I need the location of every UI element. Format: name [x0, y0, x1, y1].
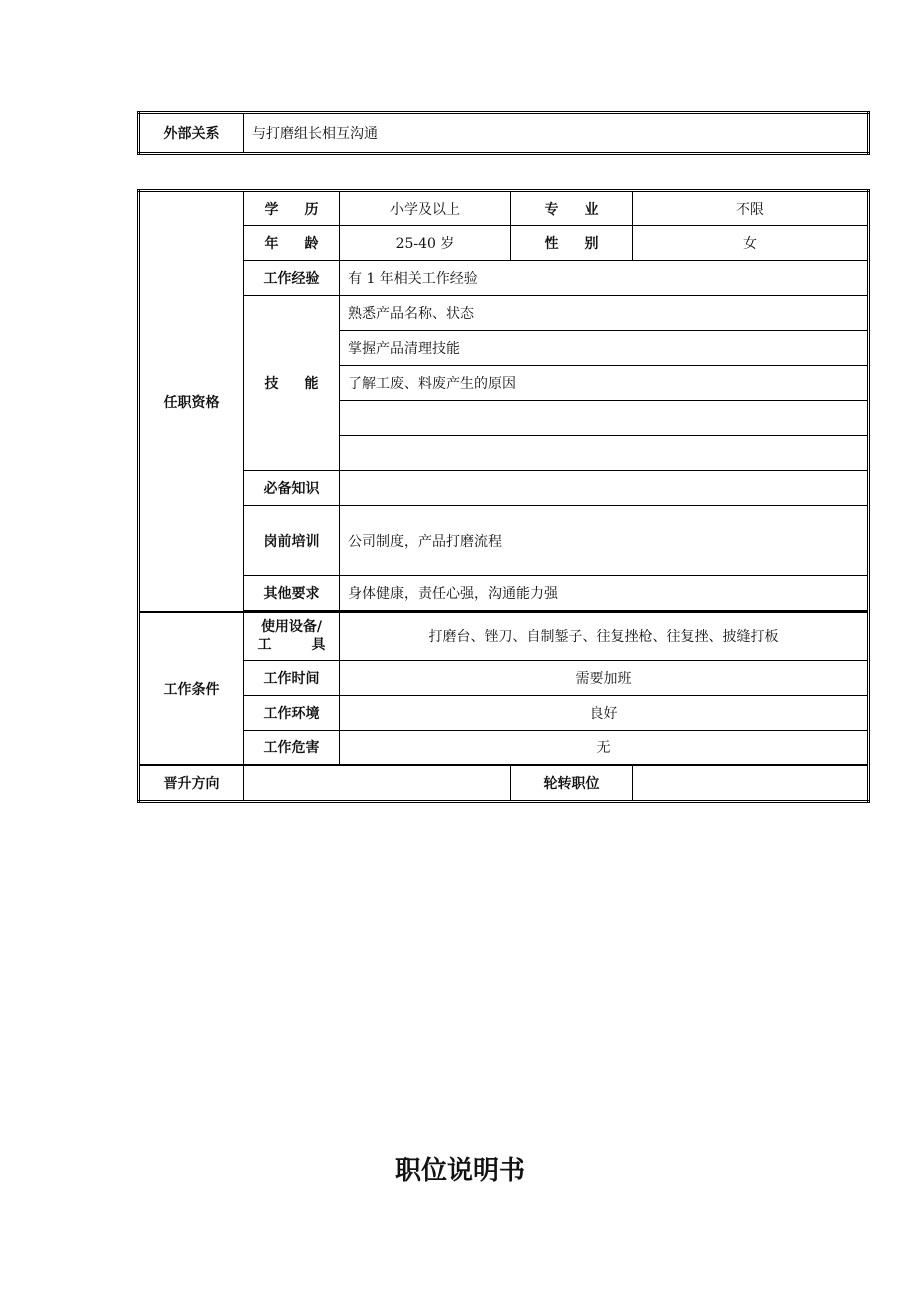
environment-row — [139, 695, 869, 730]
other-label: 其他要求 — [244, 576, 340, 611]
skill-item-2: 掌握产品清理技能 — [340, 331, 869, 366]
gender-label-b: 别 — [584, 236, 599, 252]
experience-label: 工作经验 — [244, 261, 340, 296]
education-label — [244, 191, 340, 226]
knowledge-value — [340, 471, 869, 506]
skills-label-a: 技 — [264, 376, 279, 392]
other-value: 身体健康，责任心强，沟通能力强 — [340, 576, 869, 611]
job-spec-table — [137, 189, 870, 803]
knowledge-label: 必备知识 — [244, 471, 340, 506]
education-value: 小学及以上 — [340, 191, 511, 226]
major-value: 不限 — [633, 191, 869, 226]
age-label-a: 年 — [264, 236, 279, 252]
environment-value: 良好 — [340, 695, 869, 730]
qualifications-label: 任职资格 — [139, 191, 244, 613]
environment-label: 工作环境 — [244, 695, 340, 730]
age-row — [139, 226, 869, 261]
experience-row — [139, 261, 869, 296]
gender-value: 女 — [633, 226, 869, 261]
promotion-label: 晋升方向 — [139, 765, 244, 801]
knowledge-row — [139, 471, 869, 506]
skills-label — [244, 296, 340, 471]
promotion-value — [244, 765, 511, 801]
gender-label — [511, 226, 633, 261]
major-label-a: 专 — [544, 201, 559, 218]
age-label-b: 龄 — [304, 236, 319, 252]
skill-item-4 — [340, 401, 869, 436]
age-label — [244, 226, 340, 261]
work-time-label: 工作时间 — [244, 660, 340, 695]
education-row — [139, 191, 869, 226]
work-time-value: 需要加班 — [340, 660, 869, 695]
skill-item-3: 了解工废、料废产生的原因 — [340, 366, 869, 401]
equipment-label — [244, 612, 340, 660]
career-row — [139, 765, 869, 801]
training-label: 岗前培训 — [244, 506, 340, 576]
skill-item-1: 熟悉产品名称、状态 — [340, 296, 869, 331]
other-row — [139, 576, 869, 611]
rotation-value — [633, 765, 869, 801]
education-label-a: 学 — [264, 201, 279, 218]
skills-label-b: 能 — [304, 376, 319, 392]
conditions-label: 工作条件 — [139, 612, 244, 765]
work-time-row — [139, 660, 869, 695]
hazard-value: 无 — [340, 730, 869, 765]
major-label-b: 业 — [584, 201, 599, 218]
experience-value: 有 1 年相关工作经验 — [340, 261, 869, 296]
skill-item-5 — [340, 436, 869, 471]
equipment-label-a: 工 — [257, 637, 272, 654]
hazard-label: 工作危害 — [244, 730, 340, 765]
age-value: 25-40 岁 — [340, 226, 511, 261]
equipment-label-b: 具 — [311, 637, 326, 654]
training-row — [139, 506, 869, 576]
skill-row — [139, 296, 869, 331]
rotation-label: 轮转职位 — [511, 765, 633, 801]
equipment-label-line1: 使用设备/ — [260, 619, 323, 636]
document-title: 职位说明书 — [394, 1156, 525, 1186]
major-label — [511, 191, 633, 226]
equipment-row — [139, 612, 869, 660]
external-relations-value: 与打磨组长相互沟通 — [244, 113, 869, 154]
gender-label-a: 性 — [544, 236, 559, 252]
education-label-b: 历 — [304, 201, 319, 218]
training-value: 公司制度，产品打磨流程 — [340, 506, 869, 576]
external-relations-label: 外部关系 — [139, 113, 244, 154]
external-relations-table — [137, 111, 870, 155]
external-relations-row — [139, 113, 869, 154]
hazard-row — [139, 730, 869, 765]
equipment-value: 打磨台、锉刀、自制錾子、往复挫枪、往复挫、披缝打板 — [340, 612, 869, 660]
